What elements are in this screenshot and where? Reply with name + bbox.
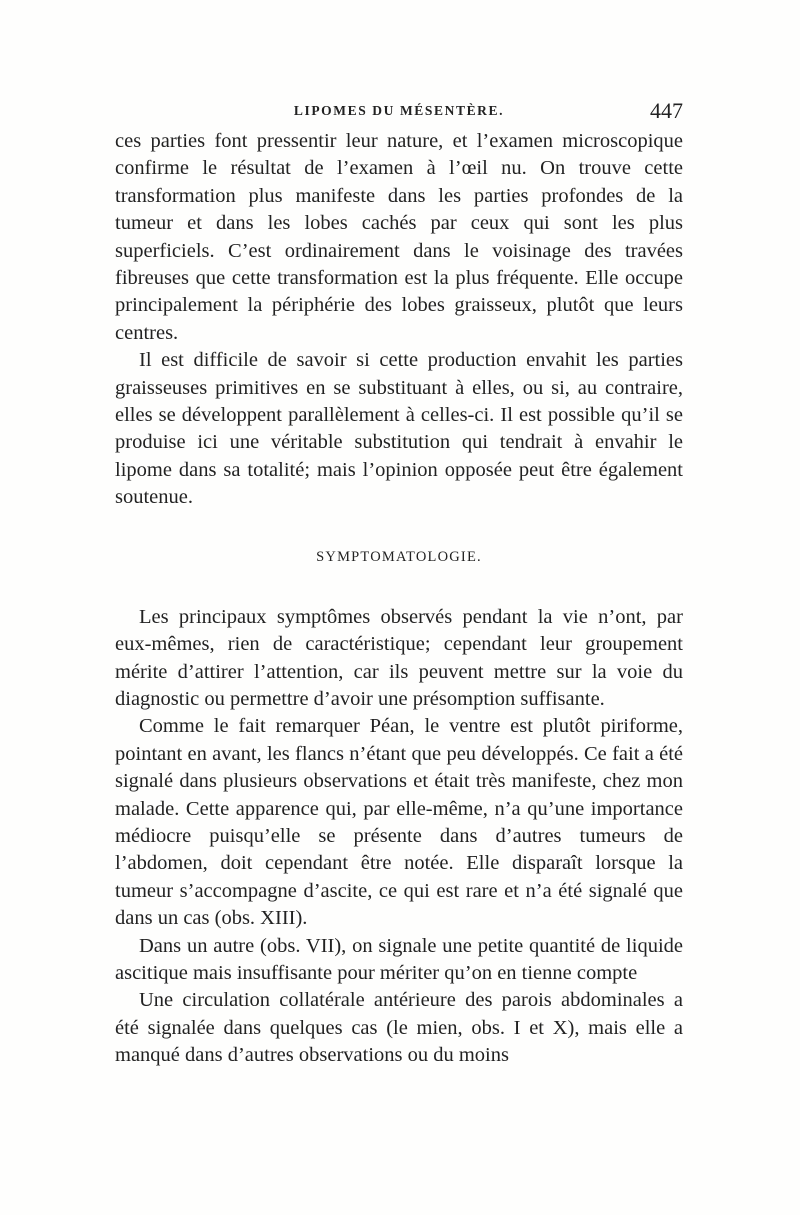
paragraph: Comme le fait remarquer Péan, le ventre est plutôt piriforme, pointant en avant, les flancs n’étant que peu développés. Ce fait a été signalé dans plusieurs observations et était très manifeste, chez mon malade. Cette apparence qui, par elle-même, n’a qu’une importance médiocre puisqu’elle se présente dans d’autres tumeurs de l’abdomen, doit cependant être notée. Elle disparaît lorsque la tumeur s’accompagne d’ascite, ce qui est rare et n’a été signalé que dans un cas (obs. XIII).	[115, 715, 683, 930]
page-body	[115, 128, 683, 1070]
paragraph: ces parties font pressentir leur nature, et l’examen microscopique confirme le résultat de l’examen à l’œil nu. On trouve cette transformation plus manifeste dans les parties profondes de la tumeur et dans les lobes cachés par ceux qui sont les plus superficiels. C’est ordinairement dans le voisinage des travées fibreuses que cette transformation est la plus fréquente. Elle occupe principalement la périphérie des lobes graisseux, plutôt que leurs centres.	[115, 130, 683, 344]
paragraph: Une circulation collatérale antérieure des parois abdominales a été signalée dans quelques cas (le mien, obs. I et X), mais elle a manqué dans d’autres observations ou du moins	[115, 989, 683, 1067]
running-title: LIPOMES DU MÉSENTÈRE.	[293, 103, 505, 118]
paragraph: Dans un autre (obs. VII), on signale une petite quantité de liquide ascitique mais insuffisante pour mériter qu’on en tienne compte	[115, 934, 683, 984]
paragraph: Il est difficile de savoir si cette production envahit les parties graisseuses primitives en se substituant à elles, ou si, au contraire, elles se développent parallèlement à celles-ci. Il est possible qu’il se produise ici une véritable substitution qui tendrait à envahir le lipome dans sa totalité; mais l’opinion opposée peut être également soutenue.	[115, 349, 683, 509]
page-header	[115, 98, 683, 128]
paragraph: Les principaux symptômes observés pendant la vie n’ont, par eux-mêmes, rien de caractéristique; cependant leur groupement mérite d’attirer l’attention, car ils peuvent mettre sur la voie du diagnostic ou permettre d’avoir une présomption suffisante.	[115, 605, 683, 710]
section-heading: SYMPTOMATOLOGIE.	[316, 548, 482, 565]
page-number: 447	[650, 98, 683, 123]
